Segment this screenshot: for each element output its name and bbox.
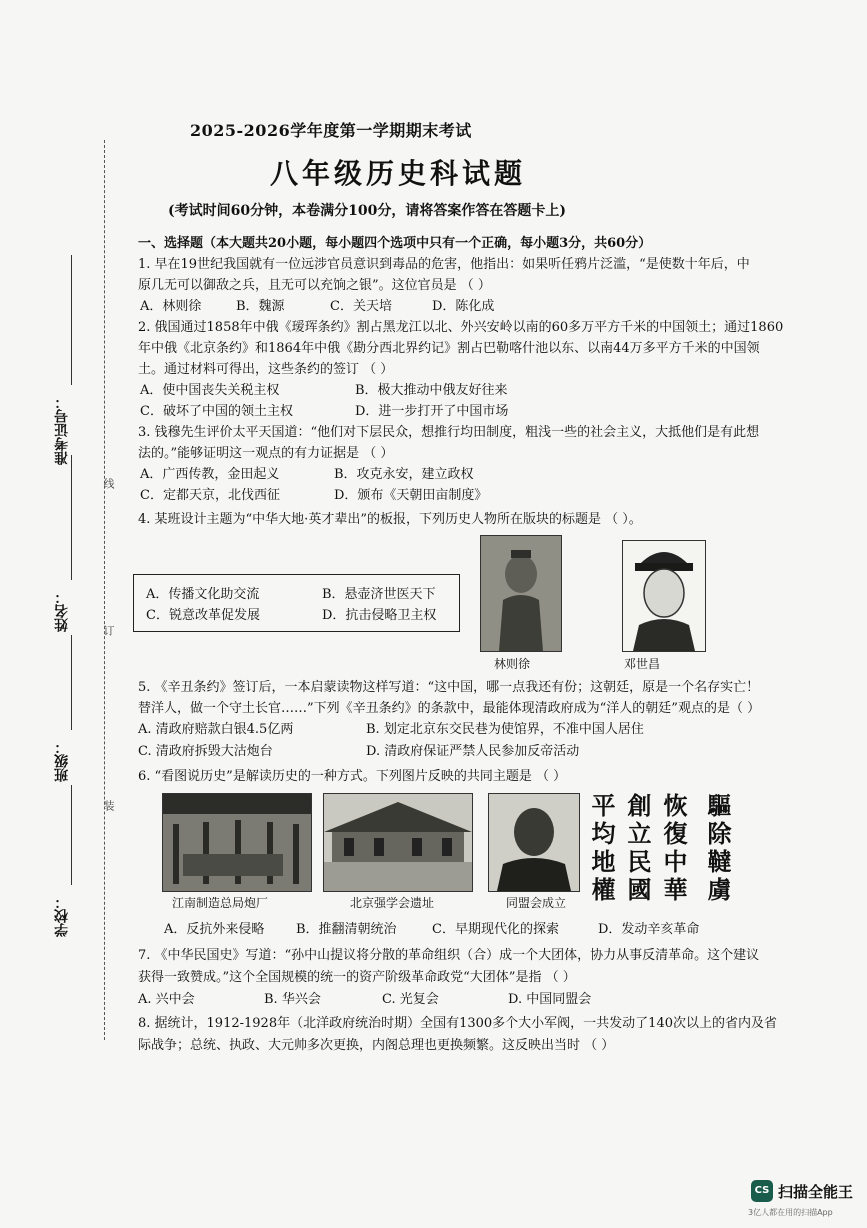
option-a: A. 清政府赔款白银4.5亿两 (138, 722, 294, 737)
binding-mark-ding: 订 (102, 625, 115, 636)
option-d: D．颁布《天朝田亩制度》 (334, 488, 488, 503)
name-line (71, 455, 72, 580)
option-b: B. 华兴会 (264, 992, 321, 1007)
option-d: D. 中国同盟会 (508, 992, 592, 1007)
question-line: 土。通过材料可得出，这些条约的签订 （ ） (138, 362, 394, 377)
option-a: A．传播文化助交流 (146, 587, 260, 602)
option-b: B. 划定北京东交民巷为使馆界，不准中国人居住 (366, 722, 644, 737)
option-a: A．广西传教，金田起义 (140, 467, 280, 482)
caption-tongmenghui: 同盟会成立 (506, 896, 567, 910)
question-line: 1. 早在19世纪我国就有一位远涉官员意识到毒品的危害，他指出：如果听任鸦片泛滥，“是使数十年后，中 (138, 257, 750, 272)
question-line: 6. “看图说历史”是解读历史的一种方式。下列图片反映的共同主题是 （ ） (138, 769, 567, 784)
binding-mark-xian: 线 (102, 478, 115, 489)
school-label: 学校： (54, 895, 70, 937)
portrait-deng-shichang (622, 540, 706, 652)
exam-note: (考试时间60分钟，本卷满分100分，请将答案作答在答题卡上) (168, 203, 566, 219)
exam-subtitle: 2025-2026学年度第一学期期末考试 (190, 121, 472, 140)
option-d: D．抗击侵略卫主权 (322, 608, 437, 623)
option-d: D．发动辛亥革命 (598, 922, 700, 937)
school-line (71, 785, 72, 885)
question-line: 原几无可以御敌之兵，且无可以充饷之银”。这位官员是 （ ） (138, 278, 491, 293)
name-label: 姓名： (54, 590, 70, 632)
question-line: 获得一致赞成。”这个全国规模的统一的资产阶级革命政党“大团体”是指 （ ） (138, 970, 576, 985)
question-line: 7. 《中华民国史》写道：“孙中山提议将分散的革命组织（合）成一个大团体，协力从事反清革命。这个建议 (138, 948, 760, 963)
option-c: C．早期现代化的探索 (432, 922, 559, 937)
option-d: D．进一步打开了中国市场 (355, 404, 509, 419)
caption-deng-shichang: 邓世昌 (624, 657, 661, 671)
exam-title: 八年级历史科试题 (270, 157, 527, 190)
photo-jiangnan-arsenal (162, 793, 312, 892)
question-line: 2. 俄国通过1858年中俄《瑷珲条约》割占黑龙江以北、外兴安岭以南的60多万平方千米的中国领土；通过1860 (138, 320, 784, 335)
class-line (71, 635, 72, 730)
option-b: B．悬壶济世医天下 (322, 587, 436, 602)
camscanner-name: 扫描全能王 (778, 1183, 854, 1201)
binding-margin (0, 0, 120, 1228)
option-a: A．林则徐 (140, 299, 202, 314)
option-b: B．推翻清朝统治 (296, 922, 397, 937)
calligraphy-col-3: 創立民國 (623, 793, 652, 905)
cut-line (104, 140, 105, 1040)
question-line: 年中俄《北京条约》和1864年中俄《勘分西北界约记》割占巴勒喀什池以东、以南44万多平方千米的中国领 (138, 341, 760, 356)
option-d: D. 清政府保证严禁人民参加反帝活动 (366, 744, 580, 759)
portrait-lin-zexu (480, 535, 562, 652)
option-c: C. 光复会 (382, 992, 439, 1007)
option-b: B．攻克永安，建立政权 (334, 467, 474, 482)
question-line: 法的。”能够证明这一观点的有力证据是 （ ） (138, 446, 394, 461)
option-c: C．破坏了中国的领土主权 (140, 404, 293, 419)
option-c: C．关天培 (330, 299, 392, 314)
option-c: C．锐意改革促发展 (146, 608, 260, 623)
question-line: 际战争；总统、执政、大元帅多次更换，内阁总理也更换频繁。这反映出当时 （ ） (138, 1038, 615, 1053)
class-label: 班级： (54, 740, 70, 782)
exam-number-label: 准考证号： (54, 395, 70, 465)
calligraphy-col-1: 驅除韃虜 (703, 793, 732, 905)
option-c: C. 清政府拆毁大沽炮台 (138, 744, 273, 759)
option-b: B．极大推动中俄友好往来 (355, 383, 508, 398)
photo-qiangxuehui-site (323, 793, 473, 892)
option-a: A. 兴中会 (138, 992, 195, 1007)
question-line: 4. 某班设计主题为“中华大地·英才辈出”的板报，下列历史人物所在版块的标题是 （ ）。 (138, 512, 642, 527)
option-c: C．定都天京，北伐西征 (140, 488, 280, 503)
caption-jiangnan-arsenal: 江南制造总局炮厂 (172, 896, 269, 910)
question-line: 3. 钱穆先生评价太平天国道：“他们对下层民众，想推行均田制度，粗浅一些的社会主义，大抵他们是有此想 (138, 425, 760, 440)
option-d: D．陈化成 (432, 299, 495, 314)
question-line: 替洋人，做一个守土长官……”下列《辛丑条约》的条款中，最能体现清政府成为“洋人的朝廷”观点的是（ ） (138, 701, 761, 716)
binding-mark-zhuang: 装 (102, 800, 115, 811)
section-heading: 一、选择题（本大题共20小题，每小题四个选项中只有一个正确，每小题3分，共60分） (138, 236, 652, 251)
camscanner-slogan: 3亿人都在用的扫描App (748, 1208, 833, 1217)
calligraphy-col-4: 平均地權 (587, 793, 616, 905)
question-line: 8. 据统计，1912-1928年（北洋政府统治时期）全国有1300多个大小军阀，一共发动了140次以上的省内及省 (138, 1016, 777, 1031)
option-b: B．魏源 (236, 299, 285, 314)
question-line: 5. 《辛丑条约》签订后，一本启蒙读物这样写道：“这中国，哪一点我还有份；这朝廷，原是一个名存实亡！ (138, 680, 760, 695)
calligraphy-col-2: 恢復中華 (659, 793, 688, 905)
caption-qiangxuehui-site: 北京强学会遗址 (350, 896, 435, 910)
camscanner-logo-icon: CS (751, 1180, 773, 1202)
caption-lin-zexu: 林则徐 (494, 657, 531, 671)
option-a: A．使中国丧失关税主权 (140, 383, 280, 398)
photo-tongmenghui (488, 793, 580, 892)
exam-number-line (71, 255, 72, 385)
option-a: A．反抗外来侵略 (164, 922, 265, 937)
